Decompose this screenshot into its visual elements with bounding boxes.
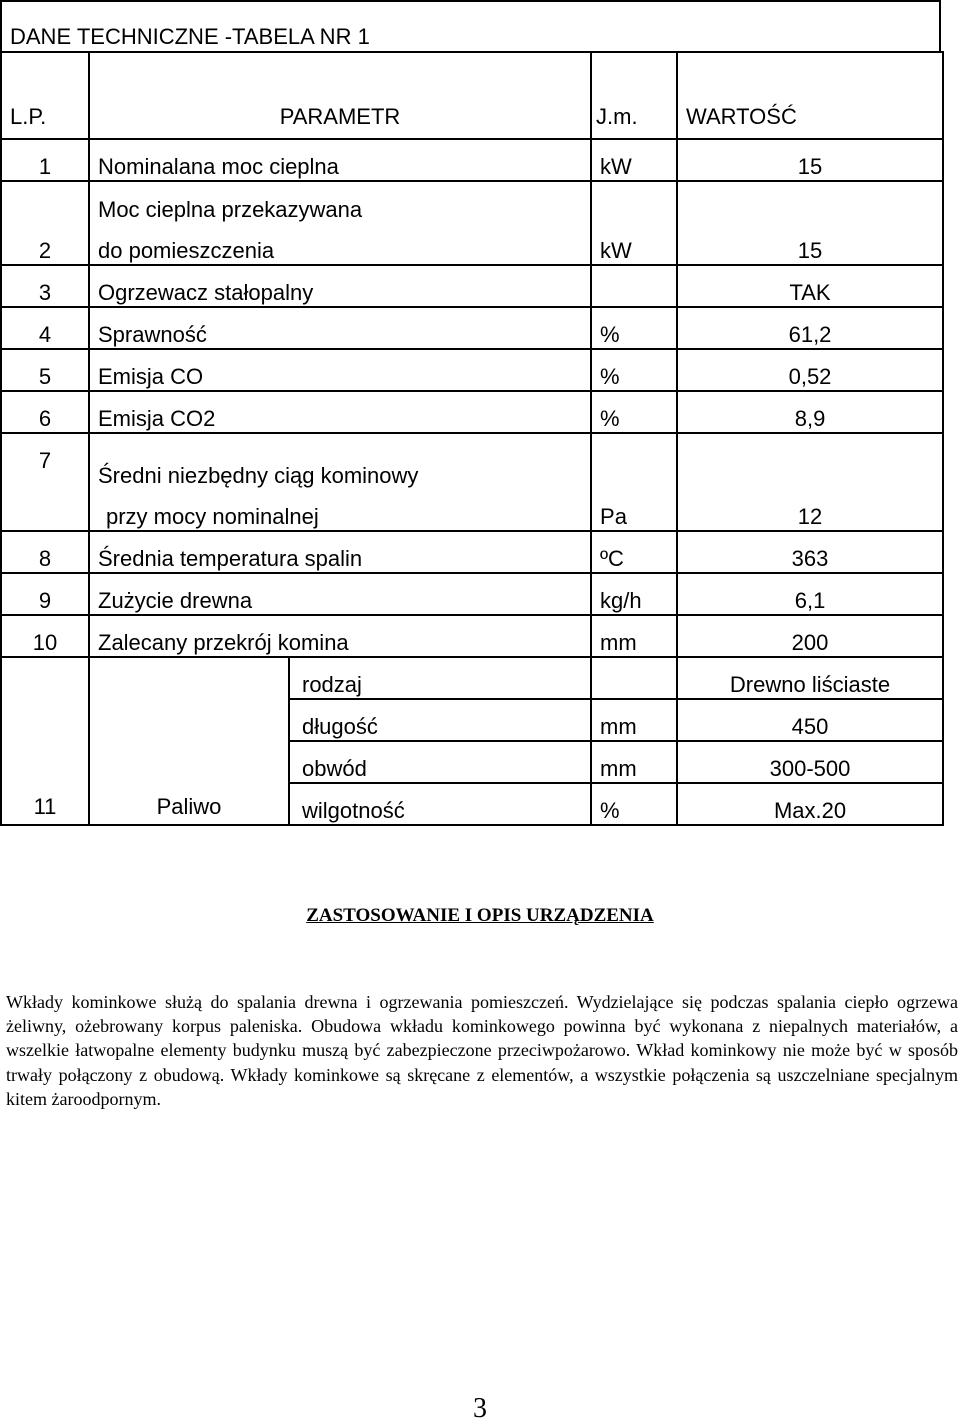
description-paragraph: Wkłady kominkowe służą do spalania drewna i ogrzewania pomieszczeń. Wydzielające się podczas spalania ciepło ogrzewa żeliwny, ożebrowany korpus paleniska. Obudowa wkładu kominkowego powinna być wykonana z niepalnych materiałów, a wszelkie łatwopalne elementy budynku muszą być zabezpieczone przeciwpożarowo. Wkład kominkowy nie może być w sposób trwały połączony z obudową. Wkłady kominkowe są skręcane z elementów, a wszystkie połączenia są uszczelniane specjalnym kitem żaroodpornym. bbox=[6, 992, 958, 1109]
row-val: TAK bbox=[677, 265, 943, 307]
page-title: DANE TECHNICZNE -TABELA NR 1 bbox=[10, 24, 370, 49]
row-jm: % bbox=[591, 391, 677, 433]
row-val: 8,9 bbox=[677, 391, 943, 433]
row-lp: 9 bbox=[1, 573, 89, 615]
row-param: Średni niezbędny ciąg kominowy przy mocy nominalnej bbox=[89, 433, 591, 531]
fuel-subrow-name: rodzaj bbox=[289, 657, 591, 699]
row-lp: 7 bbox=[1, 433, 89, 531]
row-param: Średnia temperatura spalin bbox=[89, 531, 591, 573]
fuel-subrow-val: Max.20 bbox=[677, 783, 943, 825]
header-parametr: PARAMETR bbox=[89, 52, 591, 139]
technical-data-table bbox=[0, 51, 944, 826]
header-wartosc: WARTOŚĆ bbox=[677, 52, 943, 139]
fuel-subrow-val: 450 bbox=[677, 699, 943, 741]
row-jm: Pa bbox=[591, 433, 677, 531]
table-row bbox=[1, 573, 943, 615]
row-val: 0,52 bbox=[677, 349, 943, 391]
table-row bbox=[1, 615, 943, 657]
row-param: Emisja CO bbox=[89, 349, 591, 391]
table-header-row bbox=[1, 52, 943, 139]
row-val: 363 bbox=[677, 531, 943, 573]
header-lp: L.P. bbox=[1, 52, 89, 139]
row-param: Zalecany przekrój komina bbox=[89, 615, 591, 657]
fuel-subrow-name: długość bbox=[289, 699, 591, 741]
row-jm: kg/h bbox=[591, 573, 677, 615]
table-row bbox=[1, 391, 943, 433]
row-val: 15 bbox=[677, 181, 943, 265]
row-lp: 5 bbox=[1, 349, 89, 391]
row-jm: kW bbox=[591, 181, 677, 265]
row-param: Nominalana moc cieplna bbox=[89, 139, 591, 181]
row-jm: ºC bbox=[591, 531, 677, 573]
table-row bbox=[1, 349, 943, 391]
row-param: Ogrzewacz stałopalny bbox=[89, 265, 591, 307]
row-param: Emisja CO2 bbox=[89, 391, 591, 433]
row-lp: 3 bbox=[1, 265, 89, 307]
row-lp: 4 bbox=[1, 307, 89, 349]
table-row bbox=[1, 531, 943, 573]
row-jm bbox=[591, 265, 677, 307]
row-lp: 8 bbox=[1, 531, 89, 573]
fuel-subrow-jm bbox=[591, 657, 677, 699]
fuel-subrow bbox=[1, 657, 943, 699]
section-heading: ZASTOSOWANIE I OPIS URZĄDZENIA bbox=[306, 905, 654, 926]
fuel-subrow-jm: % bbox=[591, 783, 677, 825]
row-val: 15 bbox=[677, 139, 943, 181]
fuel-lp: 11 bbox=[1, 657, 89, 825]
page-number: 3 bbox=[473, 1393, 487, 1424]
row-lp: 2 bbox=[1, 181, 89, 265]
fuel-subrow-jm: mm bbox=[591, 699, 677, 741]
row-jm: kW bbox=[591, 139, 677, 181]
row-val: 61,2 bbox=[677, 307, 943, 349]
fuel-subrow-name: obwód bbox=[289, 741, 591, 783]
row-lp: 6 bbox=[1, 391, 89, 433]
table-row bbox=[1, 307, 943, 349]
table-row bbox=[1, 433, 943, 531]
table-row bbox=[1, 265, 943, 307]
row-jm: % bbox=[591, 349, 677, 391]
fuel-subrow-jm: mm bbox=[591, 741, 677, 783]
row-val: 6,1 bbox=[677, 573, 943, 615]
row-lp: 10 bbox=[1, 615, 89, 657]
fuel-subrow-val: 300-500 bbox=[677, 741, 943, 783]
row-jm: mm bbox=[591, 615, 677, 657]
row-param: Moc cieplna przekazywana do pomieszczenia bbox=[89, 181, 591, 265]
row-lp: 1 bbox=[1, 139, 89, 181]
row-param: Zużycie drewna bbox=[89, 573, 591, 615]
table-row bbox=[1, 139, 943, 181]
row-param: Sprawność bbox=[89, 307, 591, 349]
fuel-subrow-val: Drewno liściaste bbox=[677, 657, 943, 699]
fuel-subrow-name: wilgotność bbox=[289, 783, 591, 825]
header-jm: J.m. bbox=[591, 52, 677, 139]
table-row bbox=[1, 181, 943, 265]
row-val: 200 bbox=[677, 615, 943, 657]
row-val: 12 bbox=[677, 433, 943, 531]
row-jm: % bbox=[591, 307, 677, 349]
fuel-label: Paliwo bbox=[89, 657, 289, 825]
